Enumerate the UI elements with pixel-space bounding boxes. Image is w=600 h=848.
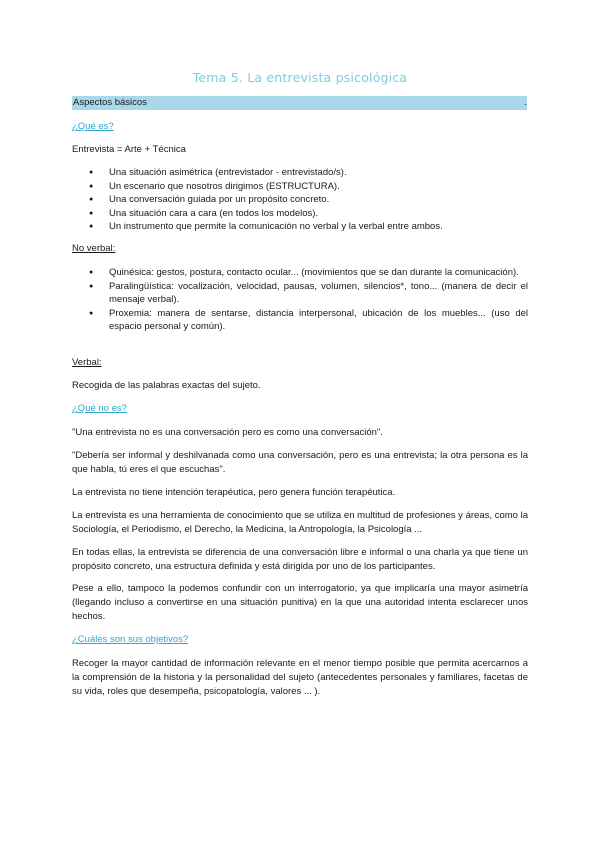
list-item: ● Proxemia: manera de sentarse, distancia interpersonal, ubicación de los muebles... (uso del espacio personal y común). xyxy=(72,307,528,334)
body-paragraph: Recoger la mayor cantidad de información relevante en el menor tiempo posible que permita acercarnos a la comprensión de la historia y la personalidad del sujeto (antecedentes personales y familiares, facetas de su vida, roles que desempeña, psicopatología, valores ... ). xyxy=(72,658,528,697)
section-banner-trail: . xyxy=(524,97,527,108)
list-item: ● Paralingüística: vocalización, velocidad, pausas, volumen, silencios*, tono... (manera de decir el mensaje verbal). xyxy=(72,280,528,307)
body-paragraph: Pese a ello, tampoco la podemos confundir con un interrogatorio, ya que implicaría una mayor asimetría (llegando incluso a convertirse en una situación punitiva) en la que una autoridad intenta esclarecer unos hechos. xyxy=(72,583,528,622)
verbal-text: Recogida de las palabras exactas del sujeto. xyxy=(72,380,261,391)
list-item: ● Una conversación guiada por un propósito concreto. xyxy=(72,193,528,207)
section-heading: Aspectos básicos xyxy=(73,97,147,108)
quote-paragraph: "Una entrevista no es una conversación pero es como una conversación". xyxy=(72,427,383,438)
quote-paragraph: "Debería ser informal y deshilvanada como una conversación, pero es una entrevista; la otra persona es la que habla, tú eres el que escuchas". xyxy=(72,450,528,475)
list-item: ● Una situación asimétrica (entrevistador - entrevistado/s). xyxy=(72,166,528,180)
page-title: Tema 5. La entrevista psicológica xyxy=(192,70,408,85)
list-item: ● Un instrumento que permite la comunicación no verbal y la verbal entre ambos. xyxy=(72,220,528,234)
definition-text: Entrevista = Arte + Técnica xyxy=(72,144,186,155)
body-paragraph: La entrevista es una herramienta de conocimiento que se utiliza en multitud de profesiones y áreas, como la Sociología, el Periodismo, el Derecho, la Medicina, la Antropología, la Psicología ... xyxy=(72,510,528,535)
list-item: ● Una situación cara a cara (en todos los modelos). xyxy=(72,207,528,221)
subheading-verbal: Verbal: xyxy=(72,357,102,368)
question-heading-que-es: ¿Qué es? xyxy=(72,121,114,132)
characteristics-list xyxy=(72,166,528,234)
question-heading-objetivos: ¿Cuáles son sus objetivos? xyxy=(72,634,189,645)
question-heading-que-no-es: ¿Qué no es? xyxy=(72,403,127,414)
nonverbal-list xyxy=(72,266,528,334)
body-paragraph: La entrevista no tiene intención terapéutica, pero genera función terapéutica. xyxy=(72,487,396,498)
body-paragraph: En todas ellas, la entrevista se diferencia de una conversación libre e informal o una charla ya que tiene un propósito concreto, una estructura definida y está dirigida por uno de los participantes. xyxy=(72,547,528,572)
subheading-no-verbal: No verbal: xyxy=(72,243,116,254)
list-item: ● Quinésica: gestos, postura, contacto ocular... (movimientos que se dan durante la comunicación). xyxy=(72,266,528,280)
section-banner xyxy=(72,96,527,110)
list-item: ● Un escenario que nosotros dirigimos (ESTRUCTURA). xyxy=(72,180,528,194)
